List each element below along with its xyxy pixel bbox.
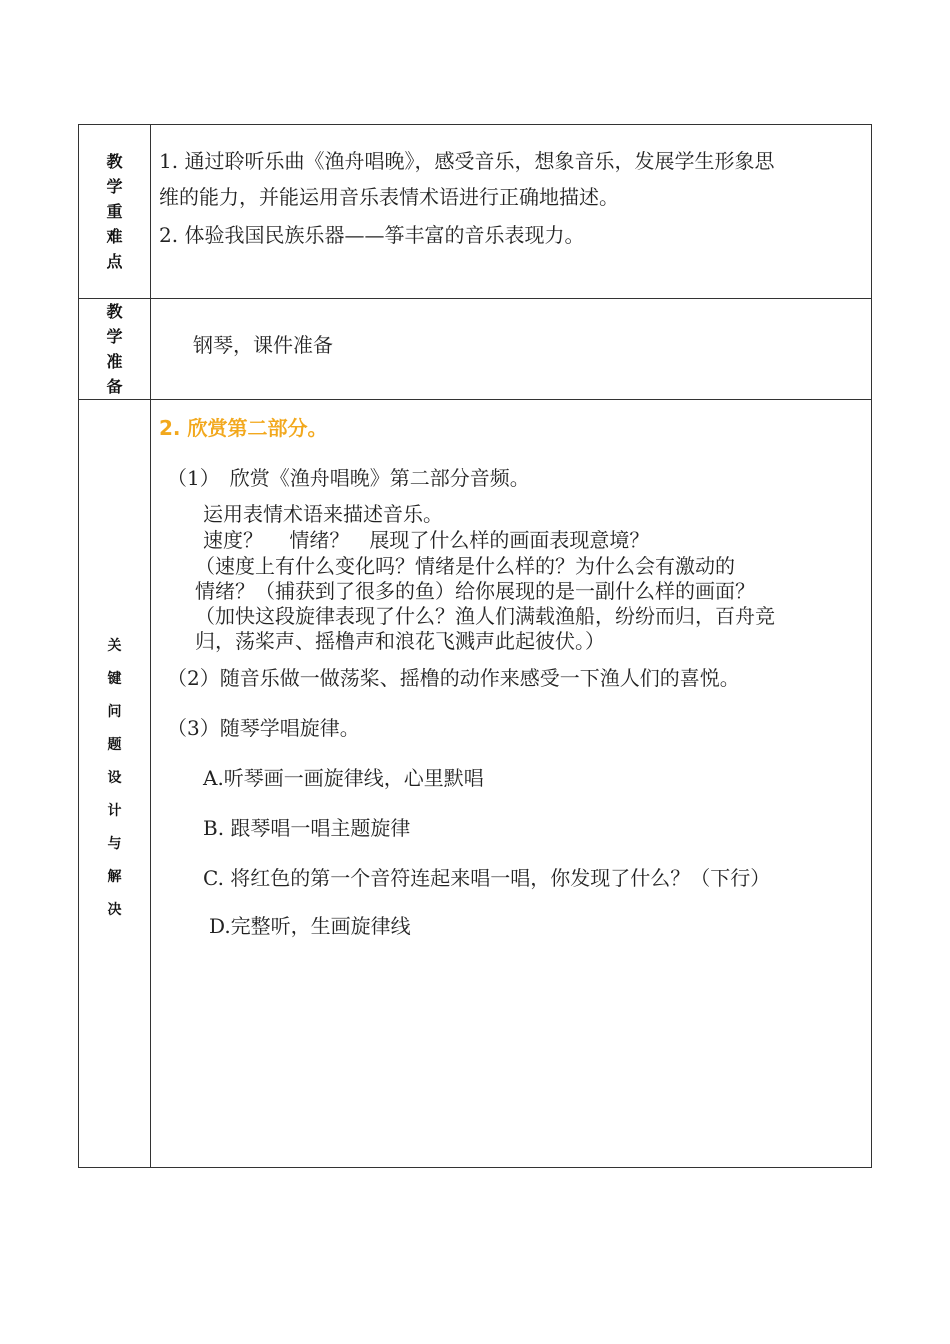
step-3: （3）随琴学唱旋律。 — [167, 716, 360, 740]
row-key-questions — [79, 399, 871, 1167]
key-point-line-1: 1. 通过聆听乐曲《渔舟唱晚》，感受音乐，想象音乐，发展学生形象思 — [159, 149, 775, 173]
detail-line-2: 情绪？（捕获到了很多的鱼）给你展现的是一副什么样的画面？ — [195, 579, 755, 603]
detail-line-3: （加快这段旋律表现了什么？渔人们满载渔船，纷纷而归，百舟竞 — [195, 604, 775, 628]
item-c: C. 将红色的第一个音符连起来唱一唱，你发现了什么？（下行） — [203, 866, 771, 890]
step-2: （2）随音乐做一做荡桨、摇橹的动作来感受一下渔人们的喜悦。 — [167, 666, 740, 690]
key-questions-content — [151, 400, 871, 1167]
row-label-preparation: 教 学 准 备 — [79, 299, 151, 399]
row-label-key-questions: 关 键 问 题 设 计 与 解 决 — [79, 400, 151, 1167]
lesson-plan-table — [78, 124, 872, 1168]
row-preparation — [79, 298, 871, 399]
guiding-questions: 速度？ 情绪？ 展现了什么样的画面表现意境？ — [203, 528, 650, 552]
preparation-content — [151, 299, 871, 399]
detail-line-4: 归，荡桨声、摇橹声和浪花飞溅声此起彼伏。） — [195, 629, 605, 653]
describe-instruction: 运用表情术语来描述音乐。 — [203, 502, 443, 526]
key-point-line-3: 2. 体验我国民族乐器——筝丰富的音乐表现力。 — [159, 223, 585, 247]
key-points-content — [151, 125, 871, 298]
row-label-key-points: 教 学 重 难 点 — [79, 125, 151, 298]
preparation-text: 钢琴，课件准备 — [193, 333, 333, 357]
section-heading: 2. 欣赏第二部分。 — [159, 416, 328, 440]
detail-line-1: （速度上有什么变化吗？情绪是什么样的？为什么会有激动的 — [195, 554, 735, 578]
row-key-points — [79, 125, 871, 298]
item-d: D.完整听，生画旋律线 — [209, 914, 411, 938]
step-1: （1） 欣赏《渔舟唱晚》第二部分音频。 — [167, 466, 530, 490]
item-b: B. 跟琴唱一唱主题旋律 — [203, 816, 411, 840]
key-point-line-2: 维的能力，并能运用音乐表情术语进行正确地描述。 — [159, 185, 619, 209]
item-a: A.听琴画一画旋律线，心里默唱 — [203, 766, 484, 790]
